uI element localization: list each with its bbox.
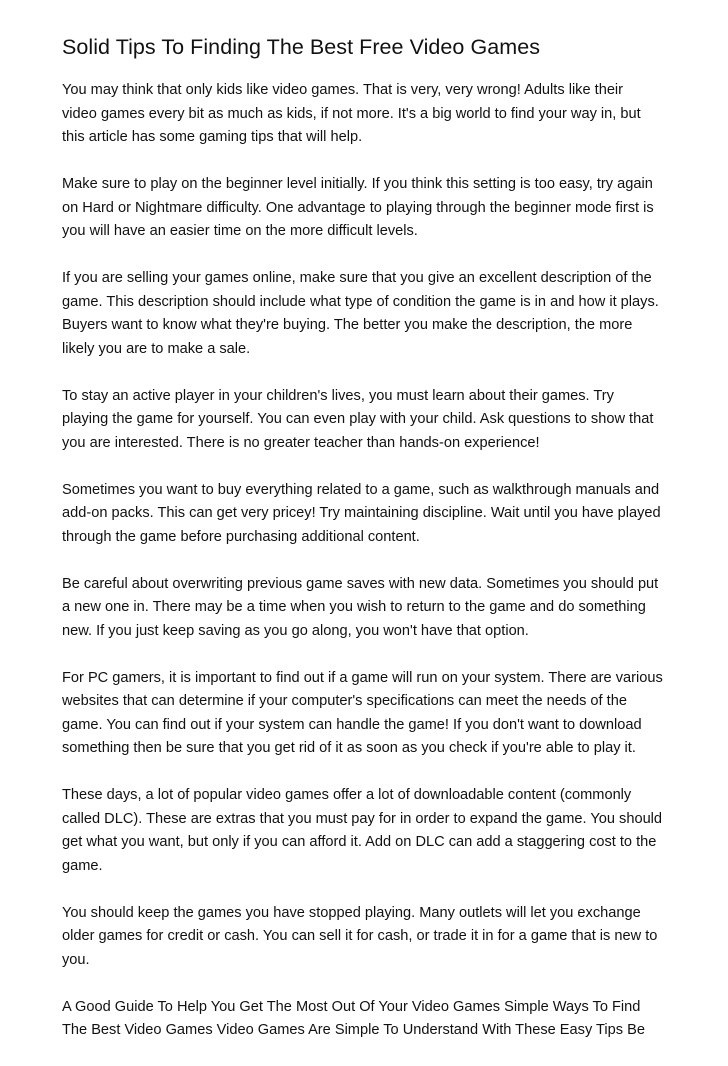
text-line: A Good Guide To Help You Get The Most Out Of Your Video Games Simple Ways To Find: [62, 998, 641, 1015]
text-line: you.: [62, 951, 90, 968]
text-line: You may think that only kids like video games. That is very, very wrong! Adults like their: [62, 82, 624, 98]
text-line: you will have an easier time on the more difficult levels.: [62, 223, 418, 239]
paragraph: [62, 79, 674, 150]
text-line: For PC gamers, it is important to find out if a game will run on your system. There are various: [62, 669, 663, 686]
paragraph: [62, 385, 674, 456]
text-line: video games every bit as much as kids, if not more. It's a big world to find your way in, but: [62, 105, 641, 122]
paragraph: [62, 784, 674, 878]
paragraph: [62, 996, 674, 1043]
text-line: To stay an active player in your children's lives, you must learn about their games. Try: [62, 387, 614, 404]
text-line: likely you are to make a sale.: [62, 340, 251, 357]
article-body: [62, 79, 674, 1043]
paragraph: [62, 267, 674, 361]
text-line: through the game before purchasing additional content.: [62, 528, 420, 545]
text-line: something then be sure that you get rid of it as soon as you check if you're able to play it.: [62, 740, 636, 756]
text-line: These days, a lot of popular video games offer a lot of downloadable content (commonly: [62, 787, 632, 803]
paragraph: [62, 479, 674, 550]
text-line: new. If you just keep saving as you go along, you won't have that option.: [62, 622, 529, 639]
text-line: websites that can determine if your computer's specifications can meet the needs of the: [62, 693, 627, 709]
text-line: You should keep the games you have stopped playing. Many outlets will let you exchange: [62, 904, 641, 921]
text-line: game. This description should include what type of condition the game is in and how it plays.: [62, 293, 659, 310]
document-page: [62, 30, 674, 1066]
paragraph: [62, 667, 674, 761]
text-line: Sometimes you want to buy everything related to a game, such as walkthrough manuals and: [62, 481, 660, 498]
text-line: you are interested. There is no greater teacher than hands-on experience!: [62, 434, 540, 451]
page-title: Solid Tips To Finding The Best Free Video Games: [62, 35, 540, 59]
text-line: playing the game for yourself. You can even play with your child. Ask questions to show that: [62, 411, 654, 427]
text-line: get what you want, but only if you can afford it. Add on DLC can add a staggering cost to the: [62, 834, 657, 850]
paragraph: [62, 902, 674, 973]
text-line: game.: [62, 857, 103, 874]
text-line: on Hard or Nightmare difficulty. One advantage to playing through the beginner mode first is: [62, 199, 654, 216]
text-line: The Best Video Games Video Games Are Simple To Understand With These Easy Tips Be: [62, 1022, 645, 1038]
text-line: called DLC). These are extras that you must pay for in order to expand the game. You should: [62, 810, 663, 827]
text-line: If you are selling your games online, make sure that you give an excellent description of the: [62, 270, 652, 286]
text-line: game. You can find out if your system can handle the game! If you don't want to download: [62, 716, 642, 733]
paragraph: [62, 173, 674, 244]
text-line: Make sure to play on the beginner level initially. If you think this setting is too easy, try again: [62, 176, 653, 192]
text-line: this article has some gaming tips that will help.: [62, 129, 363, 145]
paragraph: [62, 573, 674, 644]
text-line: Be careful about overwriting previous game saves with new data. Sometimes you should put: [62, 575, 659, 592]
text-line: Buyers want to know what they're buying. The better you make the description, the more: [62, 317, 633, 333]
text-line: a new one in. There may be a time when you wish to return to the game and do something: [62, 599, 646, 615]
text-line: add-on packs. This can get very pricey! Try maintaining discipline. Wait until you have played: [62, 505, 661, 521]
text-line: older games for credit or cash. You can sell it for cash, or trade it in for a game that is new to: [62, 928, 658, 944]
